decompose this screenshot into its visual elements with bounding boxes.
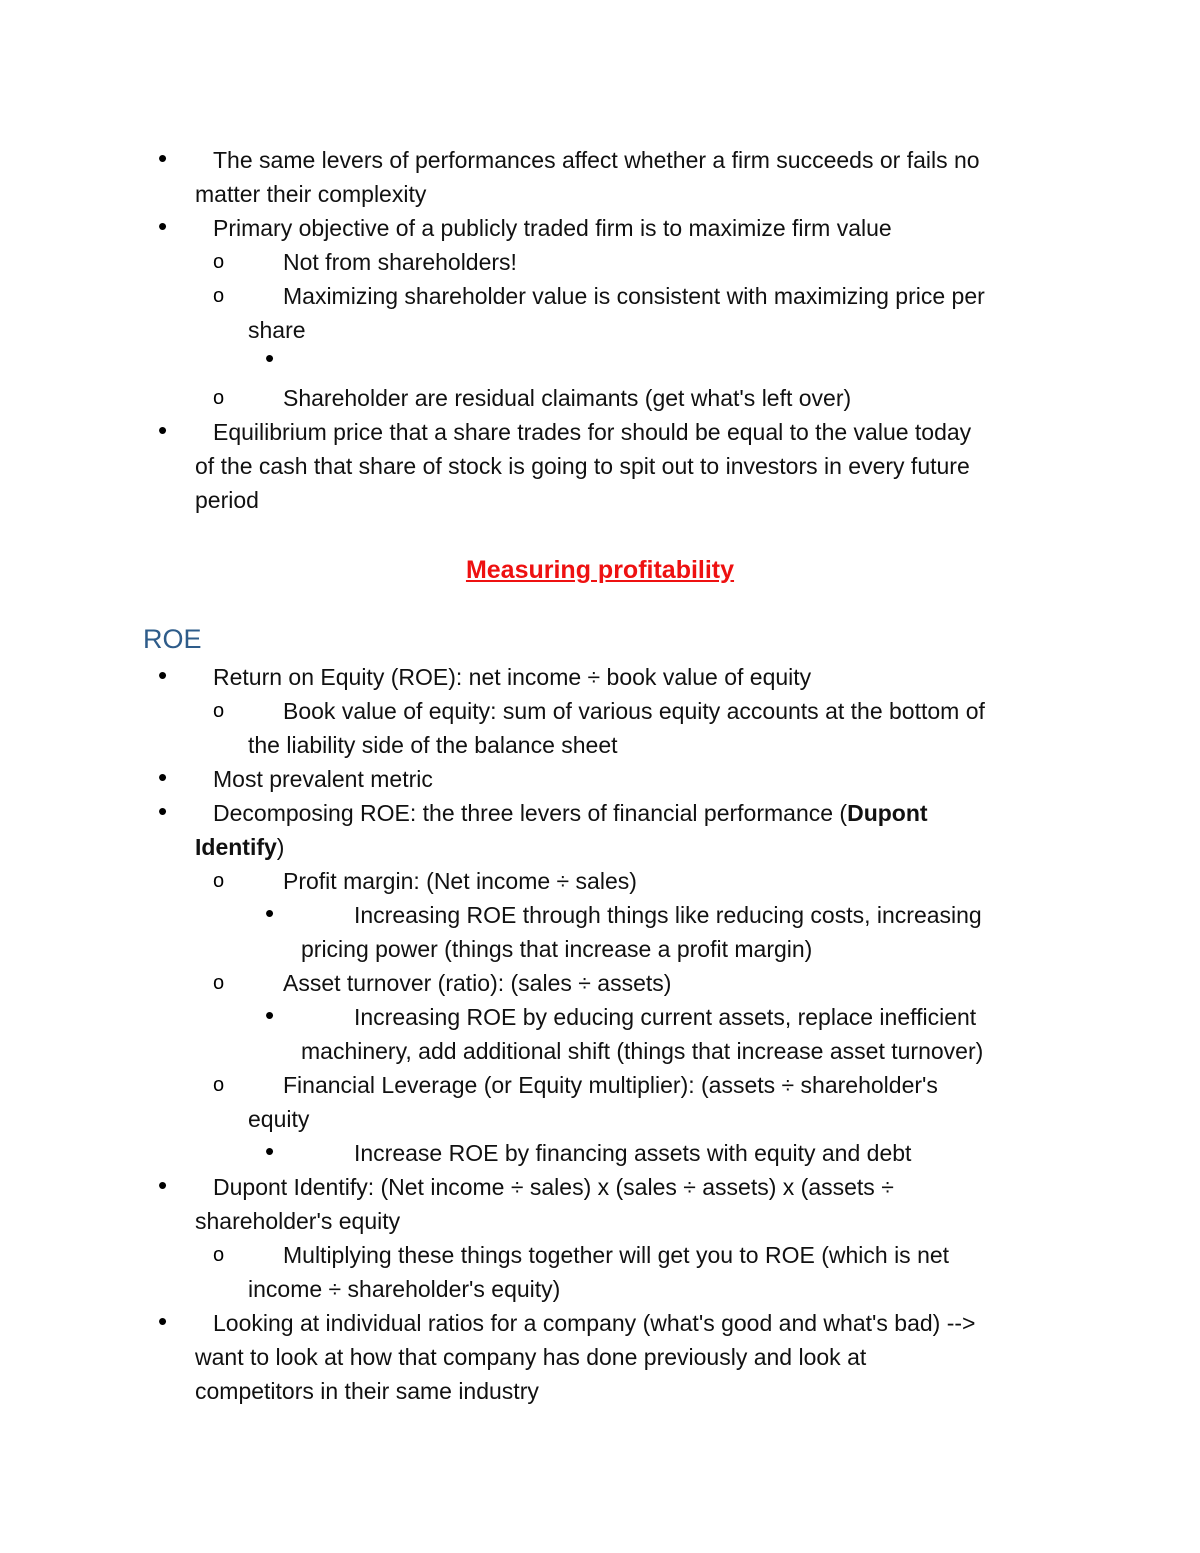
bullet-text: Dupont Identify: (Net income ÷ sales) x (sales ÷ assets) x (assets ÷: [213, 1174, 894, 1200]
sub-bullet-text: Financial Leverage (or Equity multiplier): (assets ÷ shareholder's: [283, 1072, 938, 1098]
bullet-text-bold: Dupont: [847, 800, 928, 826]
bullet-icon: [158, 1304, 167, 1341]
sub-bullet-text: Asset turnover (ratio): (sales ÷ assets): [283, 970, 672, 996]
bullet-icon: [158, 141, 167, 178]
sub-bullet-text: Shareholder are residual claimants (get what's left over): [283, 385, 852, 411]
sub-sub-bullet-text: Increasing ROE by educing current assets, replace inefficient: [354, 1004, 977, 1030]
sub-sub-bullet-text-continued: machinery, add additional shift (things that increase asset turnover): [301, 1038, 984, 1064]
sub-bullet-text: Book value of equity: sum of various equity accounts at the bottom of: [283, 698, 985, 724]
bullet-text-continued: matter their complexity: [195, 181, 427, 207]
sub-bullet-icon: [213, 1238, 224, 1272]
bullet-text: Looking at individual ratios for a company (what's good and what's bad) -->: [213, 1310, 976, 1336]
sub-bullet-text-continued: share: [248, 317, 306, 343]
bullet-icon: [158, 413, 167, 450]
sub-bullet-icon: [213, 279, 224, 313]
bullet-text-continued: want to look at how that company has done previously and look at: [195, 1344, 867, 1370]
sub-sub-bullet-icon: [265, 896, 274, 933]
bullet-icon: [158, 1168, 167, 1205]
bullet-text: Return on Equity (ROE): net income ÷ book value of equity: [213, 664, 812, 690]
bullet-text: The same levers of performances affect whether a firm succeeds or fails no: [213, 147, 980, 173]
sub-sub-bullet-text: Increase ROE by financing assets with equity and debt: [354, 1140, 912, 1166]
sub-sub-bullet-text-continued: pricing power (things that increase a profit margin): [301, 936, 813, 962]
sub-bullet-icon: [213, 245, 224, 279]
sub-sub-bullet-text: Increasing ROE through things like reducing costs, increasing: [354, 902, 982, 928]
bullet-text: [213, 796, 928, 830]
bullet-text: Equilibrium price that a share trades for should be equal to the value today: [213, 419, 972, 445]
sub-bullet-icon: [213, 966, 224, 1000]
sub-bullet-text-continued: income ÷ shareholder's equity): [248, 1276, 561, 1302]
empty-sub-sub-bullet-icon: [265, 341, 274, 378]
sub-bullet-text: Profit margin: (Net income ÷ sales): [283, 868, 637, 894]
roe-heading: ROE: [143, 624, 202, 654]
bullet-icon: [158, 794, 167, 831]
bullet-text-continued: shareholder's equity: [195, 1208, 401, 1234]
sub-bullet-text-continued: the liability side of the balance sheet: [248, 732, 618, 758]
sub-sub-bullet-icon: [265, 998, 274, 1035]
bullet-text-part: Decomposing ROE: the three levers of financial performance (: [213, 800, 848, 826]
sub-sub-bullet-icon: [265, 1134, 274, 1171]
section-heading: Measuring profitability: [465, 556, 735, 584]
bullet-text-bold: Identify: [195, 834, 277, 860]
bullet-text: Primary objective of a publicly traded firm is to maximize firm value: [213, 215, 892, 241]
bullet-icon: [158, 658, 167, 695]
bullet-text-continued: competitors in their same industry: [195, 1378, 539, 1404]
bullet-text-continued: period: [195, 487, 259, 513]
bullet-text: Most prevalent metric: [213, 766, 433, 792]
bullet-text-part: ): [276, 834, 285, 860]
bullet-icon: [158, 209, 167, 246]
bullet-icon: [158, 760, 167, 797]
sub-bullet-icon: [213, 1068, 224, 1102]
sub-bullet-icon: [213, 381, 224, 415]
bullet-text-continued: of the cash that share of stock is going to spit out to investors in every future: [195, 453, 970, 479]
sub-bullet-icon: [213, 864, 224, 898]
sub-bullet-text-continued: equity: [248, 1106, 310, 1132]
sub-bullet-text: Multiplying these things together will get you to ROE (which is net: [283, 1242, 950, 1268]
sub-bullet-text: Maximizing shareholder value is consistent with maximizing price per: [283, 283, 985, 309]
sub-bullet-text: Not from shareholders!: [283, 249, 517, 275]
sub-bullet-icon: [213, 694, 224, 728]
bullet-text-continued: [195, 830, 284, 864]
